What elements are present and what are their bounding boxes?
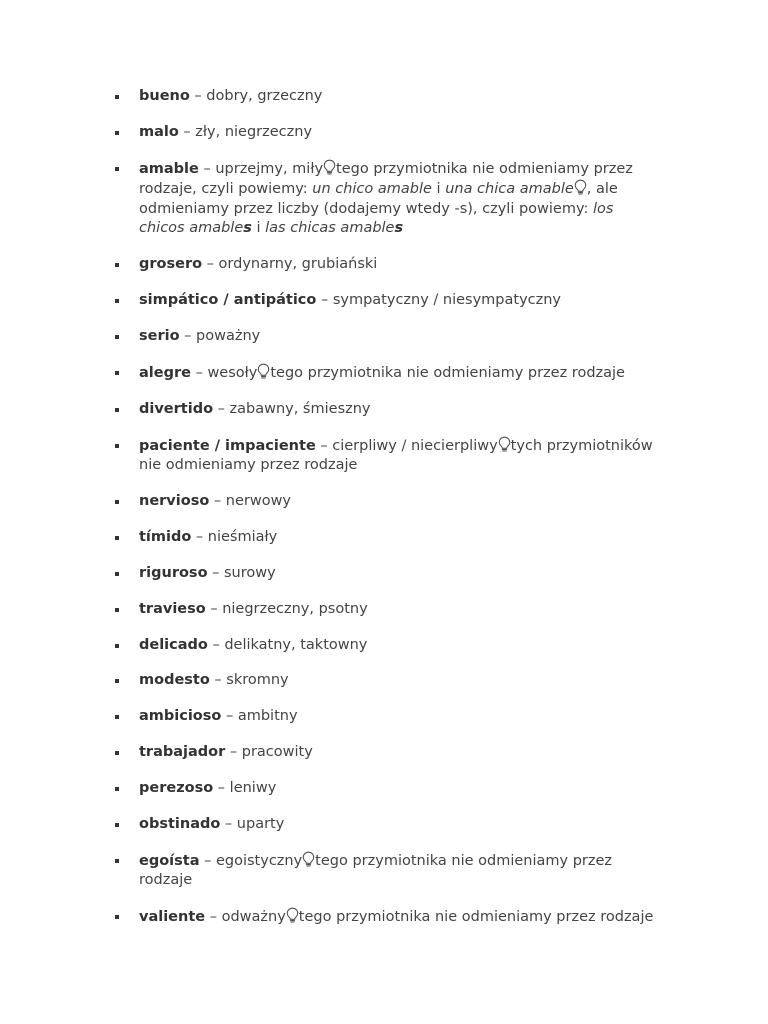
dash: –	[207, 564, 224, 581]
term: valiente	[139, 909, 206, 926]
meaning: ambitny	[237, 708, 298, 725]
term: tímido	[139, 528, 192, 545]
example: un chico amable	[312, 181, 432, 198]
meaning: poważny	[196, 327, 261, 344]
meaning: pracowity	[241, 744, 313, 761]
list-item	[115, 87, 660, 107]
dash: –	[207, 636, 225, 653]
list-item	[115, 436, 660, 476]
term: bueno	[139, 88, 190, 104]
dash: –	[225, 744, 242, 761]
note-text: tego przymiotnika nie odmieniamy przez rodzaje	[298, 909, 654, 926]
conjunction: i	[431, 181, 446, 198]
list-item	[115, 564, 660, 584]
term: simpático / antipático	[139, 292, 317, 309]
term: divertido	[139, 400, 214, 417]
example: los chicos amable	[139, 200, 614, 237]
list-item	[115, 743, 660, 763]
note-text: tego przymiotnika nie odmieniamy przez rodzaje	[139, 852, 613, 889]
term: malo	[139, 123, 179, 140]
meaning: sympatyczny / niesympatyczny	[332, 292, 562, 309]
term: trabajador	[139, 744, 226, 761]
list-item	[115, 779, 660, 799]
meaning: dobry, grzeczny	[206, 88, 323, 104]
bullet	[115, 644, 119, 648]
meaning: uprzejmy, miły	[215, 160, 324, 177]
list-item	[115, 255, 660, 275]
dash: –	[179, 327, 197, 344]
bullet	[115, 408, 119, 412]
term: travieso	[139, 600, 206, 617]
dash: –	[205, 600, 223, 617]
list-item	[115, 671, 660, 691]
lightbulb-icon	[302, 851, 315, 868]
list-item	[115, 291, 660, 311]
bullet	[115, 915, 119, 919]
term: delicado	[139, 636, 208, 653]
meaning: zabawny, śmieszny	[229, 400, 371, 417]
bullet	[115, 371, 119, 375]
dash: –	[220, 816, 237, 833]
bullet	[115, 536, 119, 540]
bullet	[115, 500, 119, 504]
term: modesto	[139, 672, 210, 689]
bullet	[115, 751, 119, 755]
list-item	[115, 707, 660, 727]
meaning: nerwowy	[225, 493, 292, 510]
term: ambicioso	[139, 708, 222, 725]
bullet	[115, 131, 119, 135]
dash: –	[205, 909, 222, 926]
meaning: egoistyczny	[215, 852, 303, 869]
dash: –	[209, 672, 227, 689]
dash: –	[178, 123, 196, 140]
list-item	[115, 600, 660, 620]
list-item	[115, 528, 660, 548]
term: alegre	[139, 364, 191, 381]
lightbulb-icon	[498, 436, 511, 453]
meaning: odważny	[221, 909, 286, 926]
vocabulary-list	[115, 87, 660, 944]
note-text: tego przymiotnika nie odmieniamy przez rodzaje	[270, 364, 625, 381]
lightbulb-icon	[574, 179, 587, 196]
bullet	[115, 572, 119, 576]
bullet	[115, 679, 119, 683]
example: una chica amable	[445, 181, 574, 198]
bullet	[115, 167, 119, 171]
dash: –	[316, 292, 333, 309]
dash: –	[213, 780, 230, 797]
term: nervioso	[139, 493, 210, 510]
meaning: uparty	[236, 816, 285, 833]
term: grosero	[139, 256, 203, 273]
dash: –	[189, 88, 207, 104]
meaning: niegrzeczny, psotny	[222, 600, 368, 617]
term: egoísta	[139, 852, 200, 869]
meaning: cierpliwy / niecierpliwy	[332, 437, 498, 454]
meaning: zły, niegrzeczny	[195, 123, 313, 140]
bullet	[115, 335, 119, 339]
term: riguroso	[139, 564, 208, 581]
dash: –	[198, 160, 216, 177]
bullet	[115, 263, 119, 267]
dash: –	[202, 256, 219, 273]
example-suffix: s	[243, 220, 252, 237]
bullet	[115, 859, 119, 863]
conjunction: i	[251, 220, 266, 237]
meaning: wesoły	[207, 364, 258, 381]
lightbulb-icon	[286, 907, 299, 924]
term: amable	[139, 160, 199, 177]
example-suffix: s	[394, 220, 404, 237]
list-item	[115, 123, 660, 143]
meaning: ordynarny, grubiański	[218, 256, 378, 273]
list-item	[115, 851, 660, 891]
dash: –	[209, 493, 226, 510]
dash: –	[221, 708, 238, 725]
bullet	[115, 715, 119, 719]
dash: –	[190, 364, 208, 381]
list-item	[115, 327, 660, 347]
dash: –	[191, 528, 208, 545]
meaning: skromny	[226, 672, 289, 689]
term: paciente / impaciente	[139, 437, 316, 454]
term: serio	[139, 327, 180, 344]
bullet	[115, 95, 119, 99]
note-text: , ale odmieniamy przez liczby (dodajemy wtedy -s), czyli powiemy:	[139, 181, 618, 217]
bullet	[115, 299, 119, 303]
meaning: leniwy	[229, 780, 277, 797]
list-item	[115, 815, 660, 835]
list-item	[115, 636, 660, 656]
dash: –	[199, 852, 216, 869]
note-text: tych przymiotników nie odmieniamy przez rodzaje	[139, 437, 653, 474]
bullet	[115, 444, 119, 448]
term: obstinado	[139, 816, 221, 833]
list-item	[115, 363, 660, 384]
meaning: surowy	[224, 564, 276, 581]
bullet	[115, 787, 119, 791]
bullet	[115, 608, 119, 612]
note-text: tego przymiotnika nie odmieniamy przez rodzaje, czyli powiemy:	[139, 160, 633, 198]
list-item	[115, 907, 660, 928]
dash: –	[213, 400, 230, 417]
meaning: delikatny, taktowny	[224, 636, 368, 653]
meaning: nieśmiały	[207, 528, 278, 545]
list-item	[115, 400, 660, 420]
lightbulb-icon	[323, 159, 336, 176]
dash: –	[315, 437, 333, 454]
example: las chicas amable	[265, 220, 395, 237]
bullet	[115, 823, 119, 827]
lightbulb-icon	[257, 363, 270, 380]
term: perezoso	[139, 780, 214, 797]
list-item	[115, 492, 660, 512]
list-item	[115, 159, 660, 239]
